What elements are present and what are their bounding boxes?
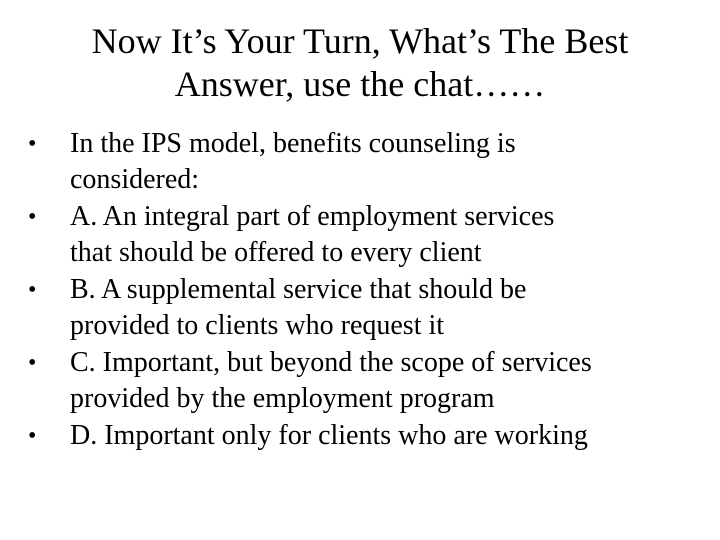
bullet-text-line: B. A supplemental service that should be: [70, 274, 527, 305]
bullet-icon: •: [28, 204, 37, 230]
bullet-question: [22, 126, 702, 198]
title-line-2: Answer, use the chat……: [174, 64, 546, 104]
slide-title: [30, 20, 690, 106]
bullet-option-b: [22, 272, 702, 344]
bullet-text-line: In the IPS model, benefits counseling is: [70, 128, 516, 159]
bullet-text-line: provided to clients who request it: [70, 310, 445, 341]
bullet-option-c: [22, 345, 702, 417]
bullet-option-a: [22, 199, 702, 271]
bullet-text-line: A. An integral part of employment services: [70, 201, 555, 232]
bullet-list: [22, 126, 702, 455]
bullet-icon: •: [28, 131, 37, 157]
bullet-option-d: [22, 418, 702, 454]
bullet-text-line: that should be offered to every client: [70, 237, 482, 268]
bullet-icon: •: [28, 277, 37, 303]
bullet-icon: •: [28, 423, 37, 449]
bullet-icon: •: [28, 350, 37, 376]
bullet-text-line: provided by the employment program: [70, 383, 495, 414]
bullet-text-line: considered:: [70, 164, 200, 195]
bullet-text-line: D. Important only for clients who are working: [70, 420, 588, 451]
bullet-text-line: C. Important, but beyond the scope of services: [70, 347, 592, 378]
title-line-1: Now It’s Your Turn, What’s The Best: [91, 21, 629, 61]
